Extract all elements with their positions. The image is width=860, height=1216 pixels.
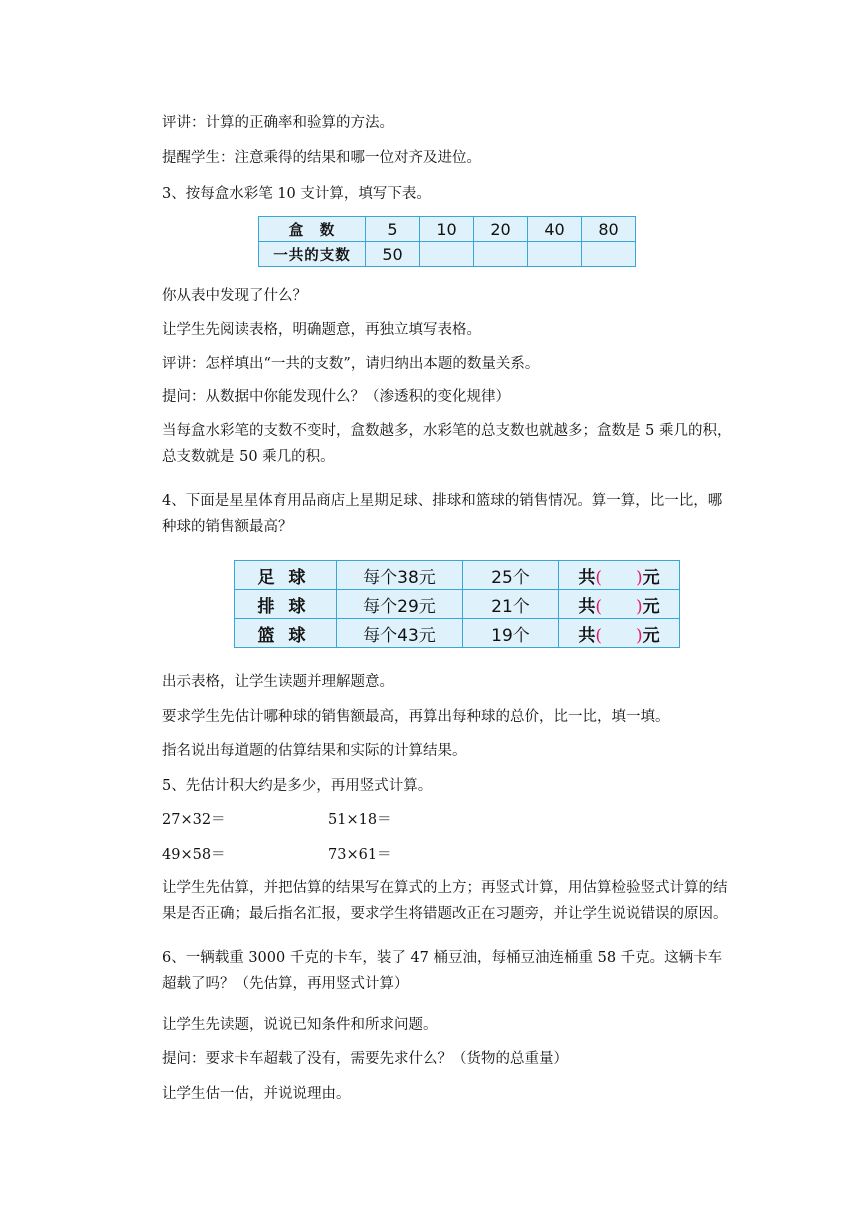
total-label: 共 (578, 625, 596, 646)
line-estimate-first: 要求学生先估计哪种球的销售额最高，再算出每种球的总价，比一比，填一填。 (162, 709, 670, 725)
ball-sales-table (234, 560, 680, 648)
paren-close: ) (636, 596, 643, 617)
line-read-question: 让学生先读题，说说已知条件和所求问题。 (162, 1017, 438, 1033)
line-review-method: 评讲：计算的正确率和验算的方法。 (162, 115, 394, 131)
table-cell: 排球 (235, 590, 337, 619)
question-3: 3、按每盒水彩笔 10 支计算，填写下表。 (162, 186, 431, 202)
line-discover: 你从表中发现了什么？ (162, 288, 307, 304)
line-review-total: 评讲：怎样填出“一共的支数”，请归纳出本题的数量关系。 (162, 356, 540, 372)
paren-close: ) (636, 625, 643, 646)
paren-open: ( (595, 596, 602, 617)
line-ask-overload: 提问：要求卡车超载了没有，需要先求什么？（货物的总重量） (162, 1051, 568, 1067)
unit-label: 元 (642, 625, 660, 646)
table-cell: 20 (474, 217, 528, 242)
line-reminder: 提醒学生：注意乘得的结果和哪一位对齐及进位。 (162, 150, 481, 166)
table-row (235, 619, 680, 648)
table-cell: 19个 (463, 619, 559, 648)
line-read-table: 让学生先阅读表格，明确题意，再独立填写表格。 (162, 322, 481, 338)
total-label: 共 (578, 596, 596, 617)
table-row (259, 242, 636, 267)
table-cell: 足球 (235, 561, 337, 590)
table-row (235, 561, 680, 590)
table-row (259, 217, 636, 242)
paragraph-estimate-check: 让学生先估算，并把估算的结果写在算式的上方；再竖式计算，用估算检验竖式计算的结果是否正确；最后指名汇报，要求学生将错题改正在习题旁，并让学生说说错误的原因。 (162, 880, 728, 922)
table-cell (582, 242, 636, 267)
question-5: 5、先估计积大约是多少，再用竖式计算。 (162, 778, 433, 794)
line-ask-pattern: 提问：从数据中你能发现什么？（渗透积的变化规律） (162, 389, 510, 405)
table-cell: 每个43元 (337, 619, 463, 648)
table-cell: 80 (582, 217, 636, 242)
line-estimate-reason: 让学生估一估，并说说理由。 (162, 1086, 351, 1102)
line-show-table: 出示表格，让学生读题并理解题意。 (162, 674, 394, 690)
table-cell: 盒 数 (259, 217, 366, 242)
total-blank-cell (559, 590, 680, 619)
table-cell: 篮球 (235, 619, 337, 648)
pen-table (258, 216, 636, 267)
table-cell: 25个 (463, 561, 559, 590)
table-cell: 5 (366, 217, 420, 242)
table-cell (420, 242, 474, 267)
total-blank-cell (559, 561, 680, 590)
paren-open: ( (595, 567, 602, 588)
table-row (235, 590, 680, 619)
paren-open: ( (595, 625, 602, 646)
table-cell (528, 242, 582, 267)
table-cell: 每个38元 (337, 561, 463, 590)
equation: 49×58＝ (162, 847, 226, 863)
question-4: 4、下面是星星体育用品商店上星期足球、排球和篮球的销售情况。算一算，比一比，哪种球的销售额最高？ (162, 493, 723, 535)
table-cell: 21个 (463, 590, 559, 619)
paren-close: ) (636, 567, 643, 588)
table-cell: 每个29元 (337, 590, 463, 619)
table-cell: 一共的支数 (259, 242, 366, 267)
line-report-results: 指名说出每道题的估算结果和实际的计算结果。 (162, 743, 467, 759)
equation: 51×18＝ (328, 812, 392, 828)
question-6: 6、一辆载重 3000 千克的卡车，装了 47 桶豆油，每桶豆油连桶重 58 千克。这辆卡车超载了吗？（先估算，再用竖式计算） (162, 950, 723, 992)
unit-label: 元 (642, 596, 660, 617)
total-label: 共 (578, 567, 596, 588)
table-cell: 50 (366, 242, 420, 267)
table-cell: 40 (528, 217, 582, 242)
paragraph-pattern: 当每盒水彩笔的支数不变时，盒数越多，水彩笔的总支数也就越多；盒数是 5 乘几的积，总支数就是 50 乘几的积。 (162, 423, 732, 465)
equation: 27×32＝ (162, 812, 226, 828)
table-cell: 10 (420, 217, 474, 242)
unit-label: 元 (642, 567, 660, 588)
table-cell (474, 242, 528, 267)
total-blank-cell (559, 619, 680, 648)
equation: 73×61＝ (328, 847, 392, 863)
